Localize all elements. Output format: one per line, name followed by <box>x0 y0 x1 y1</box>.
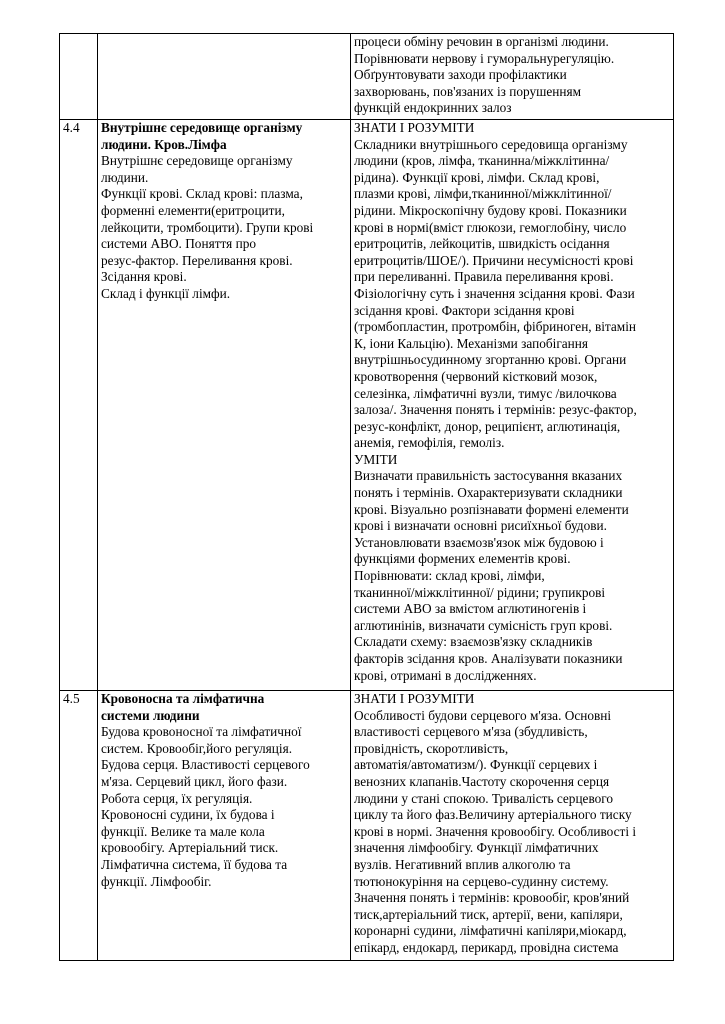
topic-title-line: Кровоносна та лімфатична <box>101 691 265 706</box>
requirement-line: резус-конфлікт, донор, реципієнт, аглютинація, <box>354 418 621 434</box>
requirement-line: процеси обміну речовин в організмі людини. <box>354 34 609 49</box>
requirement-line: ЗНАТИ І РОЗУМІТИ <box>354 120 475 135</box>
requirement-line: рідина). Функції крові, лімфи. Склад крові, <box>354 169 600 185</box>
table-row <box>60 691 674 961</box>
topic-text-line: Будова кровоносної та лімфатичної <box>101 724 302 740</box>
topic-text-line: Внутрішнє середовище організму <box>101 153 293 169</box>
table-row <box>60 34 674 120</box>
requirement-line: епікард, ендокард, перикард, провідна система <box>354 939 619 955</box>
requirement-line: понять і термінів. Охарактеризувати складники <box>354 485 623 501</box>
topic-text-line: Кровоносні судини, їх будова і <box>101 807 275 823</box>
topic-cell <box>98 34 351 120</box>
requirement-line: автоматія/автоматизм/). Функції серцевих і <box>354 757 598 773</box>
topic-cell <box>98 691 351 961</box>
requirement-line: Установлювати взаємозв'язок між будовою і <box>354 534 604 550</box>
requirement-line: УМІТИ <box>354 451 398 467</box>
requirement-line: функцій ендокринних залоз <box>354 100 512 116</box>
requirement-line: циклу та його фаз.Величину артеріального тиску <box>354 807 632 823</box>
topic-text-line: функції. Лімфообіг. <box>101 873 212 889</box>
topic-text-line: Будова серця. Властивості серцевого <box>101 757 310 773</box>
topic-text-line: кровообігу. Артеріальний тиск. <box>101 840 279 856</box>
requirement-line: аглютинінів, визначати сумісність груп крові. <box>354 617 613 633</box>
requirement-line: крові, отримані в дослідженнях. <box>354 667 537 683</box>
requirement-line: Обґрунтовувати заходи профілактики <box>354 67 567 83</box>
table-row <box>60 120 674 691</box>
requirements-cell <box>351 34 674 120</box>
requirement-line: Значення понять і термінів: кровообіг, кров'яний <box>354 890 630 906</box>
requirement-line: системи АВО за вмістом аглютиногенів і <box>354 601 587 617</box>
requirement-line: анемія, гемофілія, гемоліз. <box>354 435 505 451</box>
requirement-line: кровотворення (червоний кістковий мозок, <box>354 368 598 384</box>
requirement-line: факторів зсідання кров. Аналізувати показники <box>354 651 623 666</box>
topic-text-line: Функції крові. Склад крові: плазма, <box>101 186 303 202</box>
requirement-line: рідини. Мікроскопічну будову крові. Показники <box>354 202 627 218</box>
topic-title-line: людини. Кров.Лімфа <box>101 136 227 152</box>
topic-text-line: Склад і функції лімфи. <box>101 285 231 301</box>
requirement-line: залоза/. Значення понять і термінів: резус-фактор, <box>354 402 637 418</box>
requirement-line: еритроцитів/ШОЕ/). Причини несумісності крові <box>354 252 634 268</box>
requirement-line: зсідання крові. Фактори зсідання крові <box>354 302 575 318</box>
requirement-line: захворювань, пов'язаних із порушенням <box>354 83 582 99</box>
requirement-line: Порівнювати: склад крові, лімфи, <box>354 568 545 584</box>
requirement-line: Порівнювати нервову і гуморальнурегуляцію. <box>354 50 615 66</box>
topic-text-line: системи АВО. Поняття про <box>101 236 256 252</box>
topic-title-line: Внутрішнє середовище організму <box>101 120 303 135</box>
topic-text-line: Зсідання крові. <box>101 269 187 285</box>
row-number-cell <box>60 691 98 961</box>
requirement-line: плазми крові, лімфи,тканинної/міжклітинної/ <box>354 186 612 202</box>
requirements-cell <box>351 691 674 961</box>
requirement-line: Визначати правильність застосування вказаних <box>354 468 623 484</box>
requirement-line: коронарні судини, лімфатичні капіляри,міокард, <box>354 923 627 939</box>
requirement-line: Складники внутрішнього середовища організму <box>354 136 628 152</box>
requirement-line: крові. Візуально розпізнавати формені елементи <box>354 501 629 517</box>
requirement-line: тиск,артеріальний тиск, артерії, вени, капіляри, <box>354 906 623 922</box>
requirement-line: тютюнокуріння на серцево-судинну систему. <box>354 873 609 889</box>
requirement-line: ЗНАТИ І РОЗУМІТИ <box>354 691 475 706</box>
requirement-line: людини у стані спокою. Тривалість серцевого <box>354 790 614 806</box>
row-number: 4.5 <box>63 691 80 706</box>
requirement-line: Особливості будови серцевого м'яза. Основні <box>354 707 612 723</box>
topic-text-line: систем. Кровообіг,його регуляція. <box>101 740 293 756</box>
row-number-cell <box>60 120 98 691</box>
requirement-line: властивості серцевого м'яза (збудливість, <box>354 724 588 740</box>
requirement-line: функціями формених елементів крові. <box>354 551 571 567</box>
requirement-line: (тромбопластин, протромбін, фібриноген, вітамін <box>354 319 637 335</box>
requirement-line: Складати схему: взаємозв'язку складників <box>354 634 593 650</box>
topic-text-line: функції. Велике та мале кола <box>101 823 265 839</box>
topic-text-line: м'яза. Серцевий цикл, його фази. <box>101 773 288 789</box>
requirement-line: венозних клапанів.Частоту скорочення серця <box>354 773 610 789</box>
topic-text-line: форменні елементи(еритроцити, <box>101 202 285 218</box>
row-number-cell <box>60 34 98 120</box>
requirement-line: вузлів. Негативний вплив алкоголю та <box>354 856 571 872</box>
requirement-line: селезінка, лімфатичні вузли, тимус /вилочкова <box>354 385 617 401</box>
requirement-line: людини (кров, лімфа, тканинна/міжклітинна/ <box>354 153 610 169</box>
requirements-cell <box>351 120 674 691</box>
topic-cell <box>98 120 351 691</box>
requirement-line: тканинної/міжклітинної/ рідини; групикрові <box>354 584 606 600</box>
curriculum-table <box>59 33 674 961</box>
topic-text-line: Лімфатична система, її будова та <box>101 856 288 872</box>
requirement-line: крові в нормі(вміст глюкози, гемоглобіну, число <box>354 219 627 235</box>
requirement-line: крові і визначати основні рисиїхньої будови. <box>354 518 607 534</box>
requirement-line: провідність, скоротливість, <box>354 740 509 756</box>
requirement-line: К, іони Кальцію). Механізми запобігання <box>354 335 589 351</box>
topic-text-line: людини. <box>101 169 149 185</box>
requirement-line: при переливанні. Правила переливання крові. <box>354 269 614 285</box>
requirement-line: крові в нормі. Значення кровообігу. Особливості і <box>354 823 637 839</box>
requirement-line: Фізіологічну суть і значення зсідання крові. Фази <box>354 285 635 301</box>
requirement-line: значення лімфообігу. Функції лімфатичних <box>354 840 599 856</box>
requirement-line: внутрішньосудинному згортанню крові. Органи <box>354 352 627 368</box>
topic-text-line: лейкоцити, тромбоцити). Групи крові <box>101 219 314 235</box>
topic-text-line: Робота серця, їх регуляція. <box>101 790 253 806</box>
topic-text-line: резус-фактор. Переливання крові. <box>101 252 293 268</box>
topic-title-line: системи людини <box>101 707 200 723</box>
row-number: 4.4 <box>63 120 80 135</box>
requirement-line: еритроцитів, лейкоцитів, швидкість осідання <box>354 236 610 252</box>
